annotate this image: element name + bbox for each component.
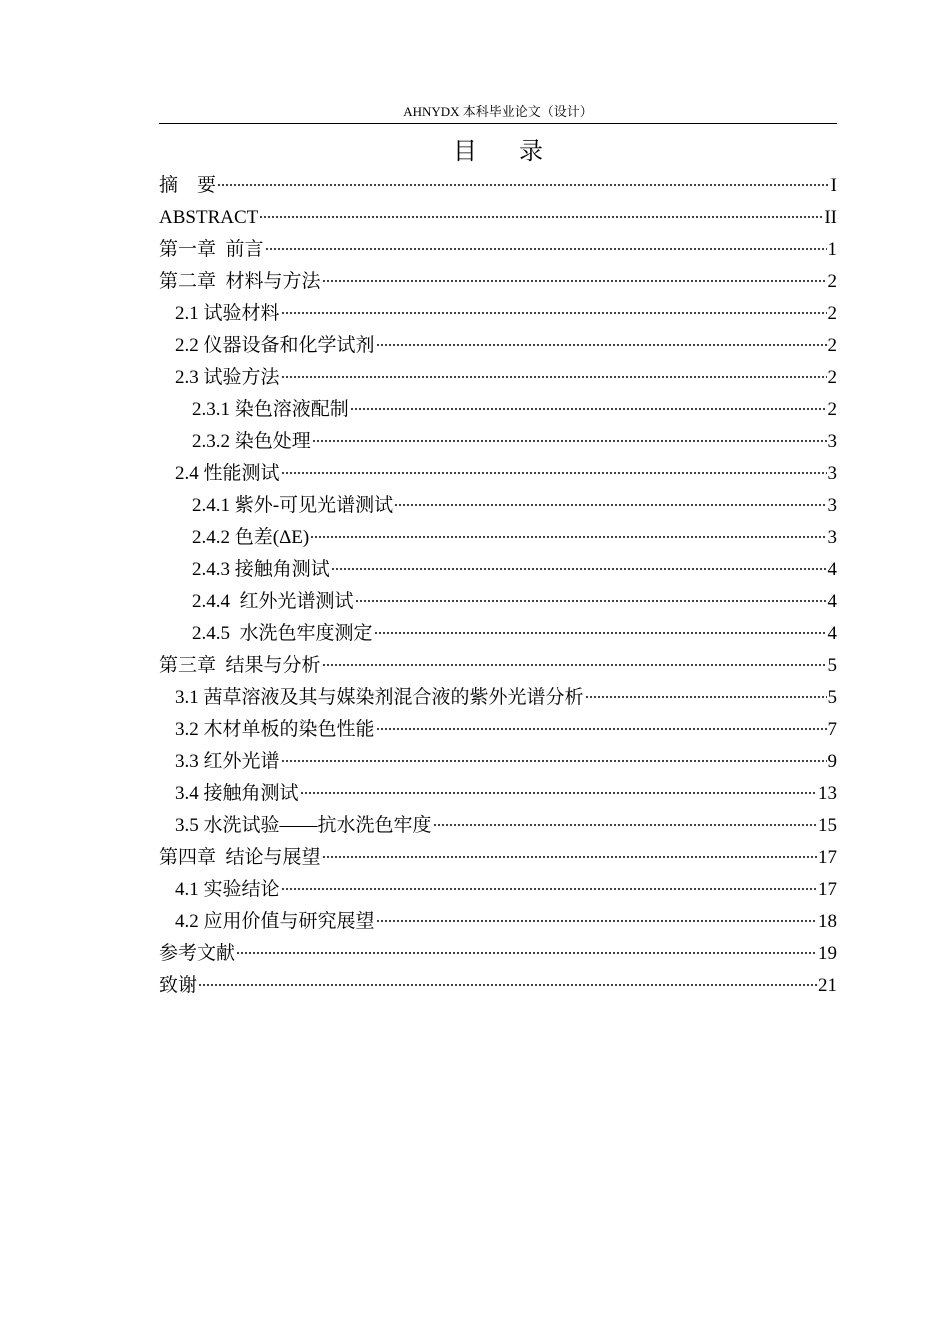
toc-entry-page-number: 13 (818, 783, 837, 804)
toc-entry-page-number: 3 (827, 527, 837, 548)
toc-entry-page-number: 15 (818, 815, 837, 836)
toc-entry-page-number: 4 (827, 591, 837, 612)
toc-entry[interactable] (159, 970, 837, 1002)
toc-entry[interactable] (159, 554, 837, 586)
toc-entry-label: 第四章 结论与展望 (159, 847, 321, 868)
toc-entry-label: 2.1 试验材料 (175, 303, 280, 324)
toc-entry-label: 2.4.3 接触角测试 (192, 559, 330, 580)
toc-dot-leader (322, 664, 827, 666)
toc-dot-leader (322, 280, 827, 282)
toc-entry-label: 3.4 接触角测试 (175, 783, 299, 804)
toc-entry[interactable] (159, 362, 837, 394)
toc-entry-page-number: 17 (818, 879, 837, 900)
page-header: AHNYDX 本科毕业论文（设计） (403, 104, 593, 119)
toc-entry-page-number: II (824, 207, 837, 228)
toc-entry-label: 2.4.2 色差(ΔE) (192, 527, 310, 548)
toc-entry-page-number: 2 (827, 367, 837, 388)
toc-dot-leader (281, 376, 827, 378)
toc-dot-leader (281, 888, 817, 890)
toc-entry[interactable] (159, 714, 837, 746)
toc-entry-label: 第三章 结果与分析 (159, 655, 321, 676)
toc-dot-leader (217, 184, 830, 186)
toc-entry[interactable] (159, 746, 837, 778)
toc-entry[interactable] (159, 618, 837, 650)
toc-dot-leader (281, 760, 827, 762)
toc-entry[interactable] (159, 810, 837, 842)
toc-entry-page-number: 5 (827, 655, 837, 676)
toc-entry-page-number: 3 (827, 495, 837, 516)
toc-entry-page-number: I (830, 175, 837, 196)
toc-entry-page-number: 5 (827, 687, 837, 708)
toc-entry[interactable] (159, 298, 837, 330)
toc-dot-leader (300, 792, 817, 794)
toc-entry-page-number: 3 (827, 431, 837, 452)
toc-dot-leader (198, 984, 817, 986)
toc-dot-leader (433, 824, 817, 826)
toc-entry-page-number: 4 (827, 623, 837, 644)
toc-entry[interactable] (159, 906, 837, 938)
toc-entry[interactable] (159, 330, 837, 362)
toc-entry[interactable] (159, 170, 837, 202)
toc-dot-leader (312, 440, 827, 442)
toc-entry-label: 第二章 材料与方法 (159, 271, 321, 292)
toc-entry-label: 4.2 应用价值与研究展望 (175, 911, 375, 932)
toc-entry[interactable] (159, 458, 837, 490)
toc-entry-page-number: 7 (827, 719, 837, 740)
toc-entry-label: 第一章 前言 (159, 239, 264, 260)
toc-entry[interactable] (159, 874, 837, 906)
toc-dot-leader (281, 312, 827, 314)
toc-entry-label: 2.3.2 染色处理 (192, 431, 311, 452)
header-rule (159, 123, 837, 124)
toc-dot-leader (585, 696, 827, 698)
toc-entry[interactable] (159, 650, 837, 682)
toc-entry[interactable] (159, 234, 837, 266)
toc-dot-leader (350, 408, 827, 410)
toc-dot-leader (236, 952, 817, 954)
toc-entry[interactable] (159, 682, 837, 714)
toc-dot-leader (281, 472, 827, 474)
toc-dot-leader (376, 344, 827, 346)
toc-dot-leader (394, 504, 826, 506)
toc-entry[interactable] (159, 842, 837, 874)
toc-entry-label: 2.3.1 染色溶液配制 (192, 399, 349, 420)
toc-dot-leader (374, 632, 827, 634)
toc-entry-label: 2.4.5 水洗色牢度测定 (192, 623, 373, 644)
toc-entry-page-number: 21 (818, 975, 837, 996)
toc-entry-page-number: 3 (827, 463, 837, 484)
toc-entry-page-number: 1 (827, 239, 837, 260)
toc-entry[interactable] (159, 202, 837, 234)
toc-entry-label: 2.4 性能测试 (175, 463, 280, 484)
toc-entry-label: 3.5 水洗试验——抗水洗色牢度 (175, 815, 432, 836)
toc-entry[interactable] (159, 426, 837, 458)
toc-entry[interactable] (159, 586, 837, 618)
toc-dot-leader (355, 600, 827, 602)
toc-entry-page-number: 4 (827, 559, 837, 580)
toc-entry-page-number: 2 (827, 303, 837, 324)
toc-entry-page-number: 2 (827, 335, 837, 356)
toc-entry-label: 4.1 实验结论 (175, 879, 280, 900)
toc-dot-leader (259, 216, 823, 218)
toc-entry-label: ABSTRACT (159, 207, 259, 228)
toc-entry-page-number: 2 (827, 399, 837, 420)
toc-dot-leader (331, 568, 827, 570)
toc-entry-page-number: 9 (827, 751, 837, 772)
toc-entry-page-number: 19 (818, 943, 837, 964)
toc-entry[interactable] (159, 490, 837, 522)
toc-entry-label: 致谢 (159, 975, 198, 996)
toc-entry-label: 2.3 试验方法 (175, 367, 280, 388)
toc-dot-leader (310, 536, 826, 538)
toc-entry-label: 3.3 红外光谱 (175, 751, 280, 772)
toc-entry-page-number: 17 (818, 847, 837, 868)
toc-entry[interactable] (159, 266, 837, 298)
toc-entry-label: 参考文献 (159, 943, 236, 964)
toc-entry-label: 3.1 茜草溶液及其与媒染剂混合液的紫外光谱分析 (175, 687, 584, 708)
toc-dot-leader (265, 248, 827, 250)
toc-entry-label: 3.2 木材单板的染色性能 (175, 719, 375, 740)
toc-title: 目 录 (453, 139, 561, 165)
toc-dot-leader (322, 856, 817, 858)
toc-dot-leader (376, 728, 827, 730)
toc-entry-page-number: 2 (827, 271, 837, 292)
toc-entry[interactable] (159, 778, 837, 810)
toc-dot-leader (376, 920, 817, 922)
toc-entry-label: 摘 要 (159, 175, 217, 196)
toc-entry-label: 2.4.4 红外光谱测试 (192, 591, 354, 612)
toc-entry[interactable] (159, 522, 837, 554)
toc-entry-label: 2.2 仪器设备和化学试剂 (175, 335, 375, 356)
table-of-contents (159, 170, 837, 1002)
toc-entry[interactable] (159, 394, 837, 426)
toc-entry-label: 2.4.1 紫外-可见光谱测试 (192, 495, 394, 516)
toc-entry-page-number: 18 (818, 911, 837, 932)
toc-entry[interactable] (159, 938, 837, 970)
